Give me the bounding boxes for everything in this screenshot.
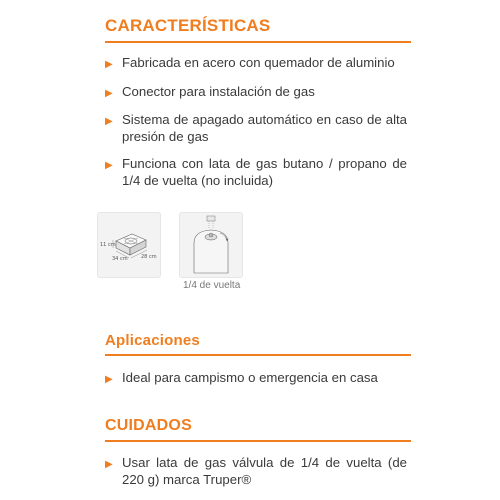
stove-illustration bbox=[98, 213, 160, 277]
list-item bbox=[105, 111, 407, 145]
list-item bbox=[105, 369, 407, 386]
figure-caption: 1/4 de vuelta bbox=[183, 280, 241, 291]
list-item bbox=[105, 83, 407, 100]
dimension-height-label: 11 cm bbox=[100, 242, 116, 248]
stove-dimensions-figure bbox=[97, 212, 161, 278]
chevron-right-icon: ▶ bbox=[105, 160, 113, 171]
list-item-text: Funciona con lata de gas butano / propano de 1/4 de vuelta (no incluida) bbox=[122, 156, 407, 188]
gas-can-icon bbox=[180, 213, 242, 277]
list-item-text: Ideal para campismo o emergencia en casa bbox=[122, 370, 378, 385]
dimension-depth-label: 34 cm bbox=[112, 256, 128, 262]
list-item bbox=[105, 155, 407, 189]
chevron-right-icon: ▶ bbox=[105, 459, 113, 470]
list-item bbox=[105, 454, 407, 488]
chevron-right-icon: ▶ bbox=[105, 59, 113, 70]
gas-can-figure bbox=[179, 212, 243, 278]
section-title-caracteristicas: CARACTERÍSTICAS bbox=[105, 16, 411, 43]
chevron-right-icon: ▶ bbox=[105, 88, 113, 99]
list-item-text: Conector para instalación de gas bbox=[122, 84, 315, 99]
list-item bbox=[105, 54, 407, 71]
chevron-right-icon: ▶ bbox=[105, 374, 113, 385]
list-item-text: Sistema de apagado automático en caso de alta presión de gas bbox=[122, 112, 407, 144]
section-title-cuidados: CUIDADOS bbox=[105, 417, 411, 442]
section-title-aplicaciones: Aplicaciones bbox=[105, 332, 411, 356]
chevron-right-icon: ▶ bbox=[105, 116, 113, 127]
dimension-width-label: 28 cm bbox=[141, 254, 157, 260]
list-item-text: Usar lata de gas válvula de 1/4 de vuelta (de 220 g) marca Truper® bbox=[122, 455, 407, 487]
list-item-text: Fabricada en acero con quemador de aluminio bbox=[122, 55, 395, 70]
